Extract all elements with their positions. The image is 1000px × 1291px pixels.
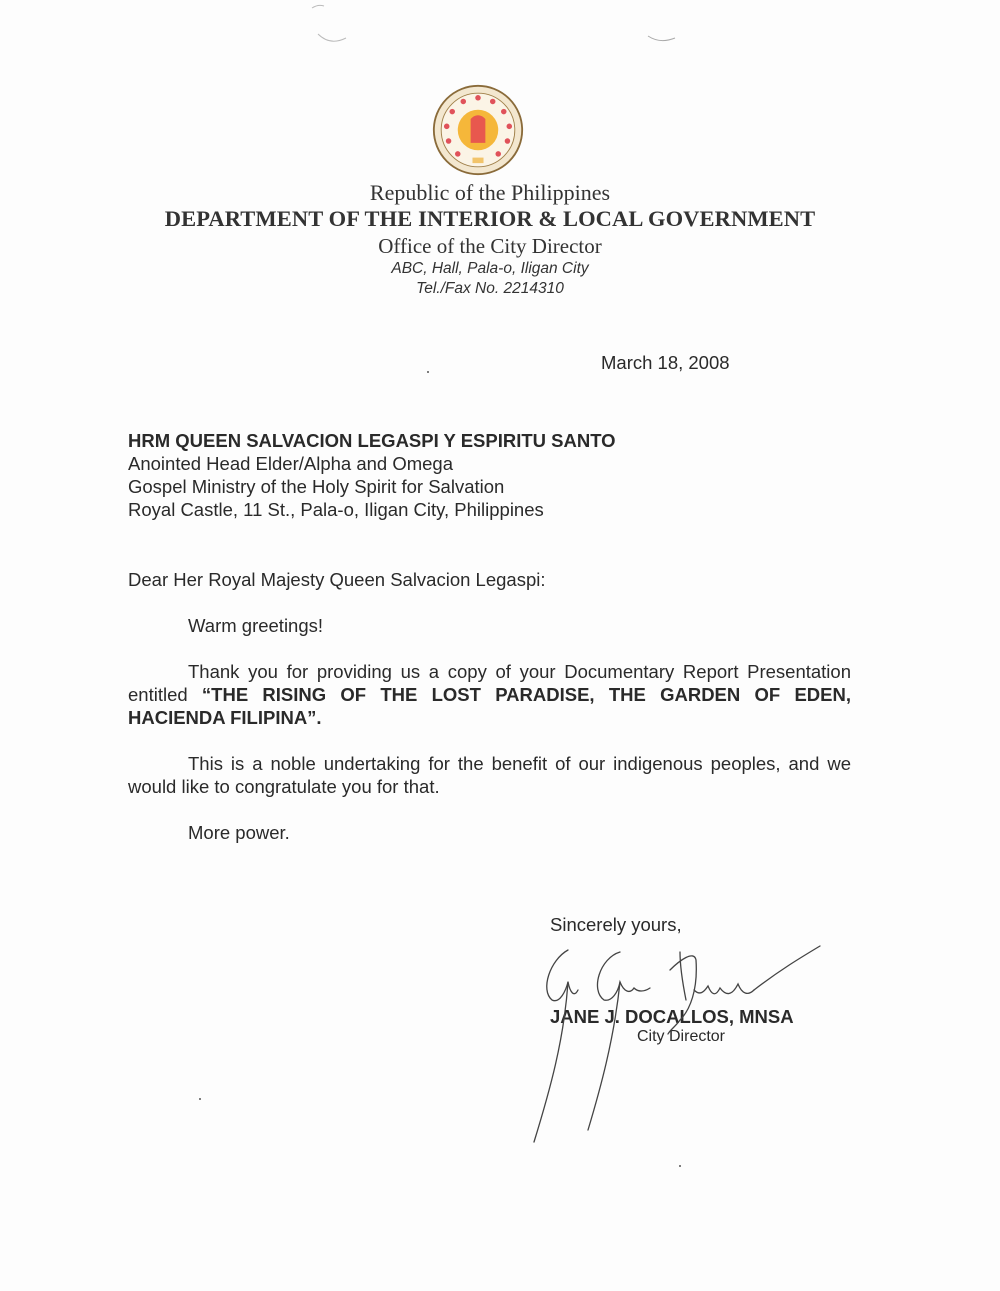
scan-speck [427, 371, 429, 373]
valediction: Sincerely yours, [550, 914, 682, 935]
scan-speck [199, 1098, 201, 1100]
handwritten-signature-icon [520, 930, 840, 1150]
recipient-name: HRM QUEEN SALVACION LEGASPI Y ESPIRITU SANTO [128, 430, 616, 451]
paragraph-intro: Thank you for providing us a copy of your Documentary Report Presentation entitled [128, 661, 851, 705]
presentation-title: “THE RISING OF THE LOST PARADISE, THE GARDEN OF EDEN, HACIENDA FILIPINA”. [128, 684, 851, 728]
punch-hole-left [312, 5, 346, 41]
recipient-line: Anointed Head Elder/Alpha and Omega [128, 453, 453, 474]
greeting: Warm greetings! [188, 615, 324, 636]
dilg-seal-icon [432, 84, 524, 176]
scan-speck [679, 1165, 681, 1167]
punch-hole-right [648, 36, 675, 41]
letterhead-tel: Tel./Fax No. 2214310 [416, 280, 564, 297]
letter-date: March 18, 2008 [601, 352, 730, 373]
recipient-line: Gospel Ministry of the Holy Spirit for Salvation [128, 476, 505, 497]
body-paragraph: This is a noble undertaking for the benefit of our indigenous peoples, and we would like to congratulate you for that. [128, 753, 851, 797]
letterhead-office: Office of the City Director [378, 234, 602, 258]
body-paragraph [128, 660, 851, 729]
letterhead-republic: Republic of the Philippines [369, 180, 611, 205]
signer-name: JANE J. DOCALLOS, MNSA [550, 1006, 794, 1027]
letterhead-address: ABC, Hall, Pala-o, Iligan City [391, 260, 589, 277]
punch-hole-marks [0, 0, 1000, 60]
salutation: Dear Her Royal Majesty Queen Salvacion Legaspi: [128, 569, 546, 590]
body-paragraph: More power. [188, 822, 290, 843]
recipient-line: Royal Castle, 11 St., Pala-o, Iligan City, Philippines [128, 499, 544, 520]
letterhead-department: DEPARTMENT OF THE INTERIOR & LOCAL GOVERNMENT [164, 206, 816, 231]
signer-title: City Director [637, 1028, 726, 1045]
